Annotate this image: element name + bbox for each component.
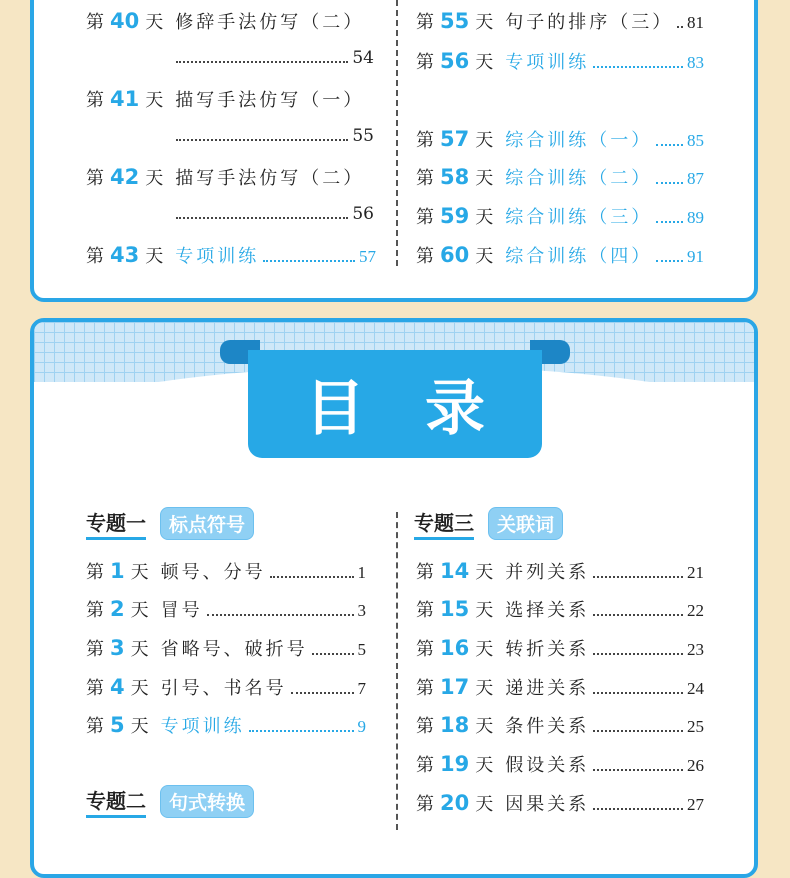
toc-entry-60[interactable]: 第 60 天 综合训练（四） 91 <box>416 243 704 267</box>
topic-badge: 句式转换 <box>160 785 254 818</box>
toc-entry-41-leader: 55 <box>176 126 374 146</box>
toc-entry-55[interactable]: 第 55 天 句子的排序（三） 81 <box>416 9 704 33</box>
toc-entry-1[interactable]: 第 1 天 顿号、分号 1 <box>86 559 366 583</box>
toc-entry-41[interactable]: 第 41 天 描写手法仿写（一） <box>86 87 365 111</box>
topic-header-3[interactable]: 专题三 关联词 <box>414 507 563 540</box>
toc-entry-42-leader: 56 <box>176 204 374 224</box>
toc-entry-20[interactable]: 第 20 天 因果关系 27 <box>416 791 704 815</box>
toc-entry-40-leader: 54 <box>176 48 374 68</box>
page-title: 目录 <box>305 374 545 444</box>
toc-entry-40[interactable]: 第 40 天 修辞手法仿写（二） <box>86 9 365 33</box>
toc-entry-2[interactable]: 第 2 天 冒号 3 <box>86 597 366 621</box>
topic-header-1[interactable]: 专题一 标点符号 <box>86 507 254 540</box>
toc-entry-4[interactable]: 第 4 天 引号、书名号 7 <box>86 675 366 699</box>
toc-entry-59[interactable]: 第 59 天 综合训练（三） 89 <box>416 204 704 228</box>
toc-entry-17[interactable]: 第 17 天 递进关系 24 <box>416 675 704 699</box>
toc-entry-58[interactable]: 第 58 天 综合训练（二） 87 <box>416 165 704 189</box>
toc-entry-16[interactable]: 第 16 天 转折关系 23 <box>416 636 704 660</box>
topic-header-2[interactable]: 专题二 句式转换 <box>86 785 254 818</box>
topic-badge: 标点符号 <box>160 507 254 540</box>
top-column-divider <box>396 0 398 266</box>
toc-entry-43[interactable]: 第 43 天 专项训练 57 <box>86 243 376 267</box>
toc-entry-5[interactable]: 第 5 天 专项训练 9 <box>86 713 366 737</box>
contents-banner <box>248 350 545 458</box>
toc-entry-14[interactable]: 第 14 天 并列关系 21 <box>416 559 704 583</box>
toc-entry-15[interactable]: 第 15 天 选择关系 22 <box>416 597 704 621</box>
bottom-column-divider <box>396 512 398 830</box>
toc-entry-56[interactable]: 第 56 天 专项训练 83 <box>416 49 704 73</box>
toc-entry-18[interactable]: 第 18 天 条件关系 25 <box>416 713 704 737</box>
toc-entry-3[interactable]: 第 3 天 省略号、破折号 5 <box>86 636 366 660</box>
toc-entry-19[interactable]: 第 19 天 假设关系 26 <box>416 752 704 776</box>
toc-entry-42[interactable]: 第 42 天 描写手法仿写（二） <box>86 165 365 189</box>
toc-entry-57[interactable]: 第 57 天 综合训练（一） 85 <box>416 127 704 151</box>
topic-badge: 关联词 <box>488 507 563 540</box>
